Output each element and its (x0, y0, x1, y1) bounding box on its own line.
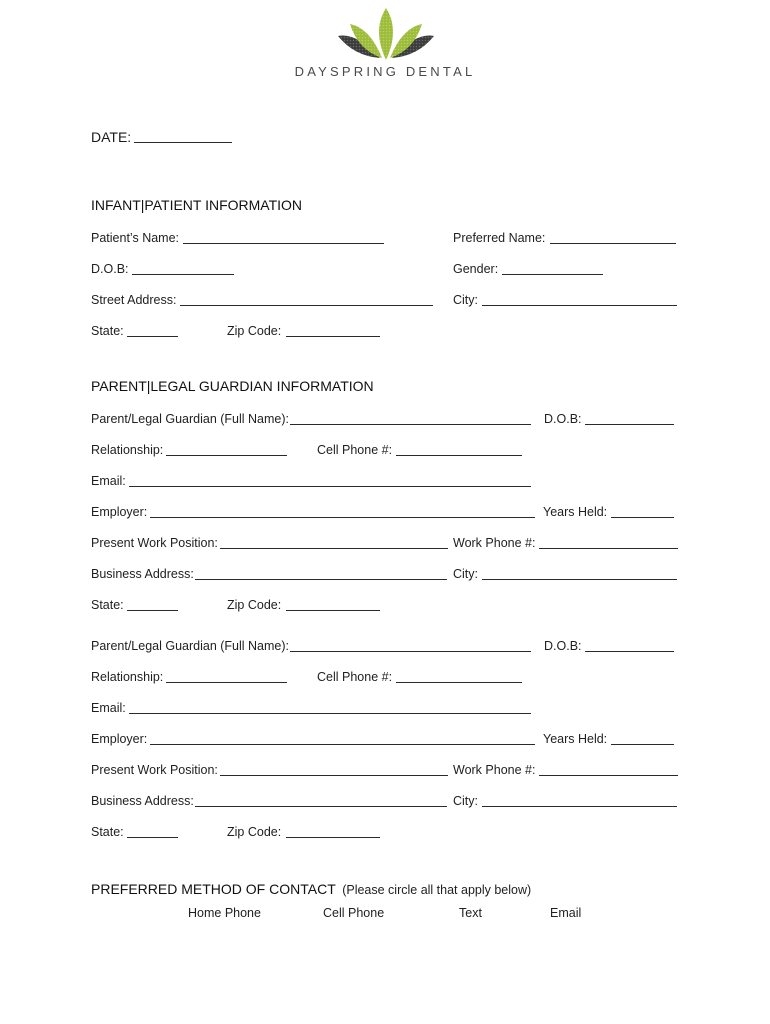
patient-name-line[interactable] (183, 243, 384, 244)
street-address-label: Street Address: (91, 293, 177, 307)
g1-full-name-label: Parent/Legal Guardian (Full Name): (91, 412, 290, 426)
g2-city-line[interactable] (482, 806, 677, 807)
patient-name-label: Patient’s Name: (91, 231, 180, 245)
patient-zip-label: Zip Code: (227, 324, 282, 338)
patient-state-line[interactable] (127, 336, 178, 337)
g1-cell-phone-line[interactable] (396, 455, 522, 456)
g2-employer-line[interactable] (150, 744, 535, 745)
g1-zip-line[interactable] (286, 610, 380, 611)
g2-business-address-label: Business Address: (91, 794, 194, 808)
g2-email-label: Email: (91, 701, 126, 715)
contact-option-home-phone[interactable]: Home Phone (188, 906, 261, 920)
contact-option-email[interactable]: Email (550, 906, 582, 920)
g1-work-phone-label: Work Phone #: (453, 536, 536, 550)
g2-years-held-line[interactable] (611, 744, 674, 745)
g2-full-name-line[interactable] (290, 651, 531, 652)
g1-employer-label: Employer: (91, 505, 148, 519)
g2-dob-line[interactable] (585, 651, 674, 652)
g2-work-phone-line[interactable] (539, 775, 678, 776)
patient-dob-line[interactable] (132, 274, 234, 275)
contact-note: (Please circle all that apply below) (342, 883, 532, 897)
g1-work-position-line[interactable] (220, 548, 448, 549)
g2-employer-label: Employer: (91, 732, 148, 746)
g2-full-name-label: Parent/Legal Guardian (Full Name): (91, 639, 290, 653)
preferred-name-line[interactable] (550, 243, 676, 244)
g2-work-phone-label: Work Phone #: (453, 763, 536, 777)
g2-work-position-label: Present Work Position: (91, 763, 218, 777)
lotus-logo-icon (334, 6, 438, 62)
contact-option-text[interactable]: Text (459, 906, 482, 920)
contact-heading-row (91, 881, 531, 899)
g1-business-address-label: Business Address: (91, 567, 194, 581)
g1-work-position-label: Present Work Position: (91, 536, 218, 550)
guardian-heading: PARENT|LEGAL GUARDIAN INFORMATION (91, 378, 374, 394)
g1-zip-label: Zip Code: (227, 598, 282, 612)
g2-relationship-line[interactable] (166, 682, 287, 683)
g2-cell-phone-line[interactable] (396, 682, 522, 683)
g1-state-line[interactable] (127, 610, 178, 611)
g2-dob-label: D.O.B: (544, 639, 582, 653)
g1-business-address-line[interactable] (195, 579, 447, 580)
patient-state-label: State: (91, 324, 124, 338)
g2-years-held-label: Years Held: (543, 732, 608, 746)
g1-cell-phone-label: Cell Phone #: (317, 443, 393, 457)
g2-cell-phone-label: Cell Phone #: (317, 670, 393, 684)
patient-city-label: City: (453, 293, 478, 307)
preferred-name-label: Preferred Name: (453, 231, 546, 245)
contact-option-cell-phone[interactable]: Cell Phone (323, 906, 385, 920)
g2-work-position-line[interactable] (220, 775, 448, 776)
g1-full-name-line[interactable] (290, 424, 531, 425)
g2-state-label: State: (91, 825, 124, 839)
gender-line[interactable] (502, 274, 603, 275)
gender-label: Gender: (453, 262, 499, 276)
patient-dob-label: D.O.B: (91, 262, 129, 276)
patient-zip-line[interactable] (286, 336, 380, 337)
g1-relationship-label: Relationship: (91, 443, 164, 457)
g1-state-label: State: (91, 598, 124, 612)
g2-zip-line[interactable] (286, 837, 380, 838)
g1-years-held-label: Years Held: (543, 505, 608, 519)
g1-relationship-line[interactable] (166, 455, 287, 456)
g1-dob-label: D.O.B: (544, 412, 582, 426)
g1-email-label: Email: (91, 474, 126, 488)
patient-city-line[interactable] (482, 305, 677, 306)
g2-zip-label: Zip Code: (227, 825, 282, 839)
g1-work-phone-line[interactable] (539, 548, 678, 549)
g1-employer-line[interactable] (150, 517, 535, 518)
g1-email-line[interactable] (129, 486, 531, 487)
g2-relationship-label: Relationship: (91, 670, 164, 684)
g2-state-line[interactable] (127, 837, 178, 838)
g1-city-line[interactable] (482, 579, 677, 580)
street-address-line[interactable] (180, 305, 433, 306)
date-line[interactable] (134, 142, 232, 143)
brand-name: DAYSPRING DENTAL (294, 64, 476, 79)
g2-email-line[interactable] (129, 713, 531, 714)
g1-city-label: City: (453, 567, 478, 581)
g1-years-held-line[interactable] (611, 517, 674, 518)
contact-heading: PREFERRED METHOD OF CONTACT (91, 881, 336, 897)
patient-heading: INFANT|PATIENT INFORMATION (91, 197, 303, 213)
g1-dob-line[interactable] (585, 424, 674, 425)
g2-city-label: City: (453, 794, 478, 808)
g2-business-address-line[interactable] (195, 806, 447, 807)
date-label: DATE: (91, 129, 132, 145)
